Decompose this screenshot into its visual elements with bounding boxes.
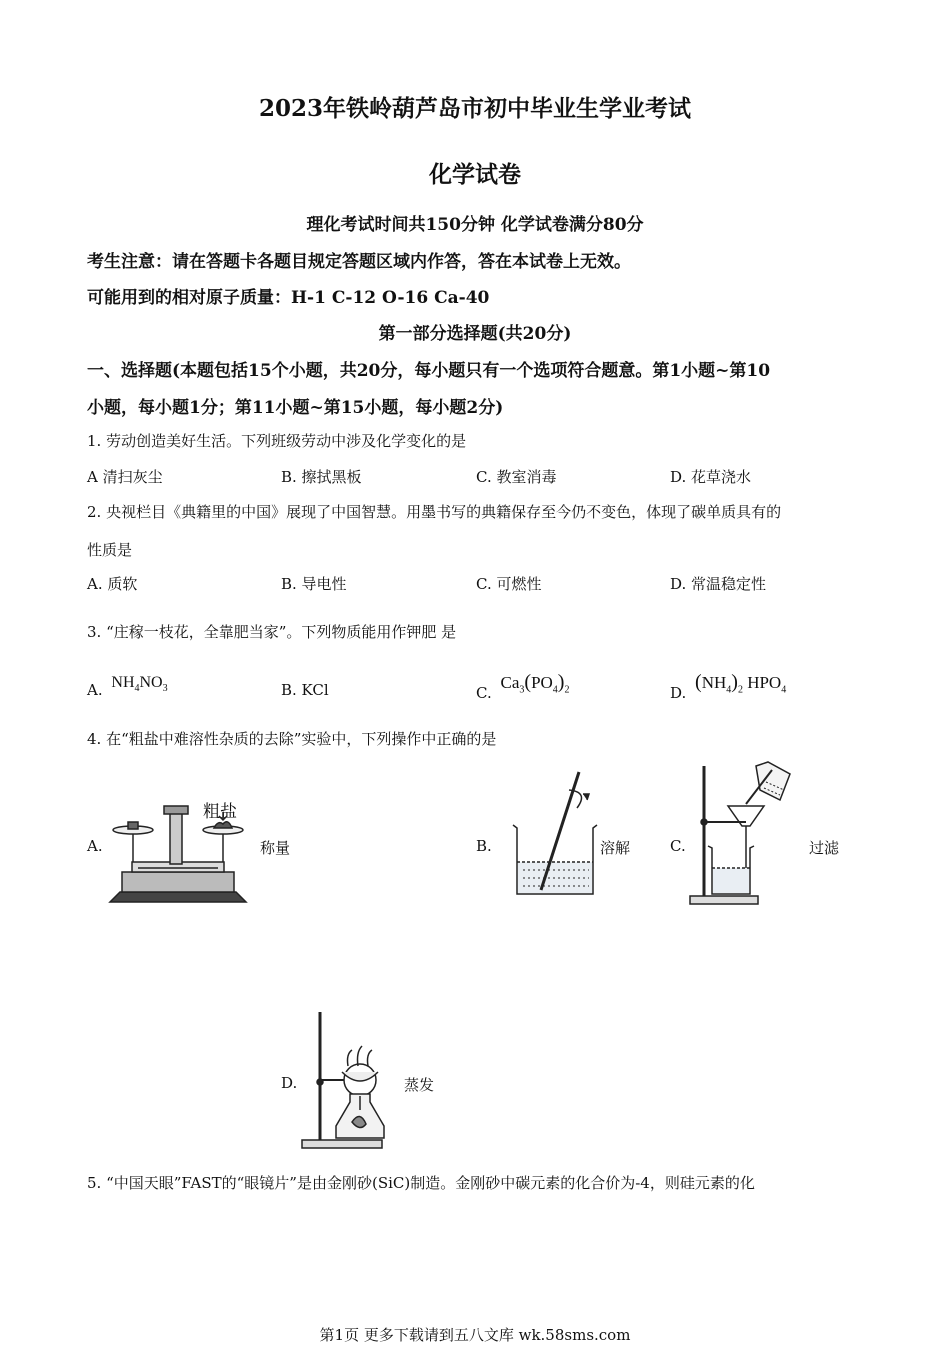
q4-option-d-label[interactable]: D. — [281, 1074, 298, 1092]
q1-option-b[interactable]: B. 擦拭黑板 — [281, 468, 362, 486]
q3-stem: 3. “庄稼一枝花，全靠肥当家”。下列物质能用作钾肥 是 — [87, 623, 457, 641]
q2-option-c[interactable]: C. 可燃性 — [476, 575, 542, 593]
q1-stem: 1. 劳动创造美好生活。下列班级劳动中涉及化学变化的是 — [87, 432, 467, 450]
balance-scale-figure — [108, 798, 248, 904]
q2-option-d[interactable]: D. 常温稳定性 — [670, 575, 767, 593]
q4-option-a-label[interactable]: A. — [87, 837, 103, 855]
q3-formula-c: $Ca_3(PO_4)_2$ — [500, 671, 570, 696]
q3-option-c[interactable] — [476, 671, 570, 705]
atomic-mass-line: 可能用到的相对原子质量：H-1 C-12 O-16 Ca-40 — [87, 288, 490, 308]
part1-heading: 第一部分选择题(共20分) — [378, 324, 572, 344]
q4-stem: 4. 在“粗盐中难溶性杂质的去除”实验中，下列操作中正确的是 — [87, 730, 497, 748]
beaker-stirring-figure — [505, 770, 605, 898]
q4-option-b-label[interactable]: B. — [476, 837, 492, 855]
q3-option-b[interactable]: B. KCl — [281, 681, 329, 699]
q4-caption-b: 溶解 — [600, 839, 631, 857]
page-footer: 第1页 更多下载请到五八文库 wk.58sms.com — [319, 1326, 631, 1344]
q1-option-c[interactable]: C. 教室消毒 — [476, 468, 557, 486]
exam-info: 理化考试时间共150分钟 化学试卷满分80分 — [306, 215, 644, 235]
q3-option-d[interactable] — [670, 671, 787, 705]
q3-option-c-label: C. — [476, 684, 492, 702]
q3-option-d-label: D. — [670, 684, 687, 702]
q3-formula-a: $NH_4NO_3$ — [111, 674, 168, 695]
q2-option-a[interactable]: A. 质软 — [87, 575, 138, 593]
section-instruction-line1: 一、选择题(本题包括15个小题，共20分，每小题只有一个选项符合题意。第1小题~第10 — [87, 361, 771, 381]
exam-notice: 考生注意：请在答题卡各题目规定答题区域内作答，答在本试卷上无效。 — [87, 252, 631, 272]
section-instruction-line2: 小题，每小题1分；第11小题~第15小题，每小题2分) — [87, 398, 504, 418]
filtration-setup-figure — [688, 760, 806, 906]
q3-option-a[interactable] — [87, 674, 168, 702]
q5-stem: 5. “中国天眼”FAST的“眼镜片”是由金刚砂(SiC)制造。金刚砂中碳元素的化合价为-4，则硅元素的化 — [87, 1174, 755, 1192]
q4-figure-crude-salt-label: 粗盐 — [203, 802, 237, 822]
exam-title: 2023年铁岭葫芦岛市初中毕业生学业考试 — [258, 95, 691, 122]
q2-option-b[interactable]: B. 导电性 — [281, 575, 347, 593]
exam-subtitle: 化学试卷 — [429, 161, 521, 188]
q4-option-c-label[interactable]: C. — [670, 837, 686, 855]
q2-stem-line2: 性质是 — [87, 541, 133, 559]
q2-stem-line1: 2. 央视栏目《典籍里的中国》展现了中国智慧。用墨书写的典籍保存至今仍不变色，体现了碳单质具有的 — [87, 503, 782, 521]
q3-formula-d: $(NH_4)_2$ $HPO_4$ — [695, 671, 787, 696]
q4-caption-a: 称量 — [260, 839, 291, 857]
q1-option-a[interactable]: A 清扫灰尘 — [87, 468, 163, 486]
q4-caption-d: 蒸发 — [404, 1076, 435, 1094]
q4-caption-c: 过滤 — [809, 839, 840, 857]
q3-option-a-label: A. — [87, 681, 103, 699]
evaporation-setup-figure — [300, 1010, 390, 1150]
q1-option-d[interactable]: D. 花草浇水 — [670, 468, 752, 486]
